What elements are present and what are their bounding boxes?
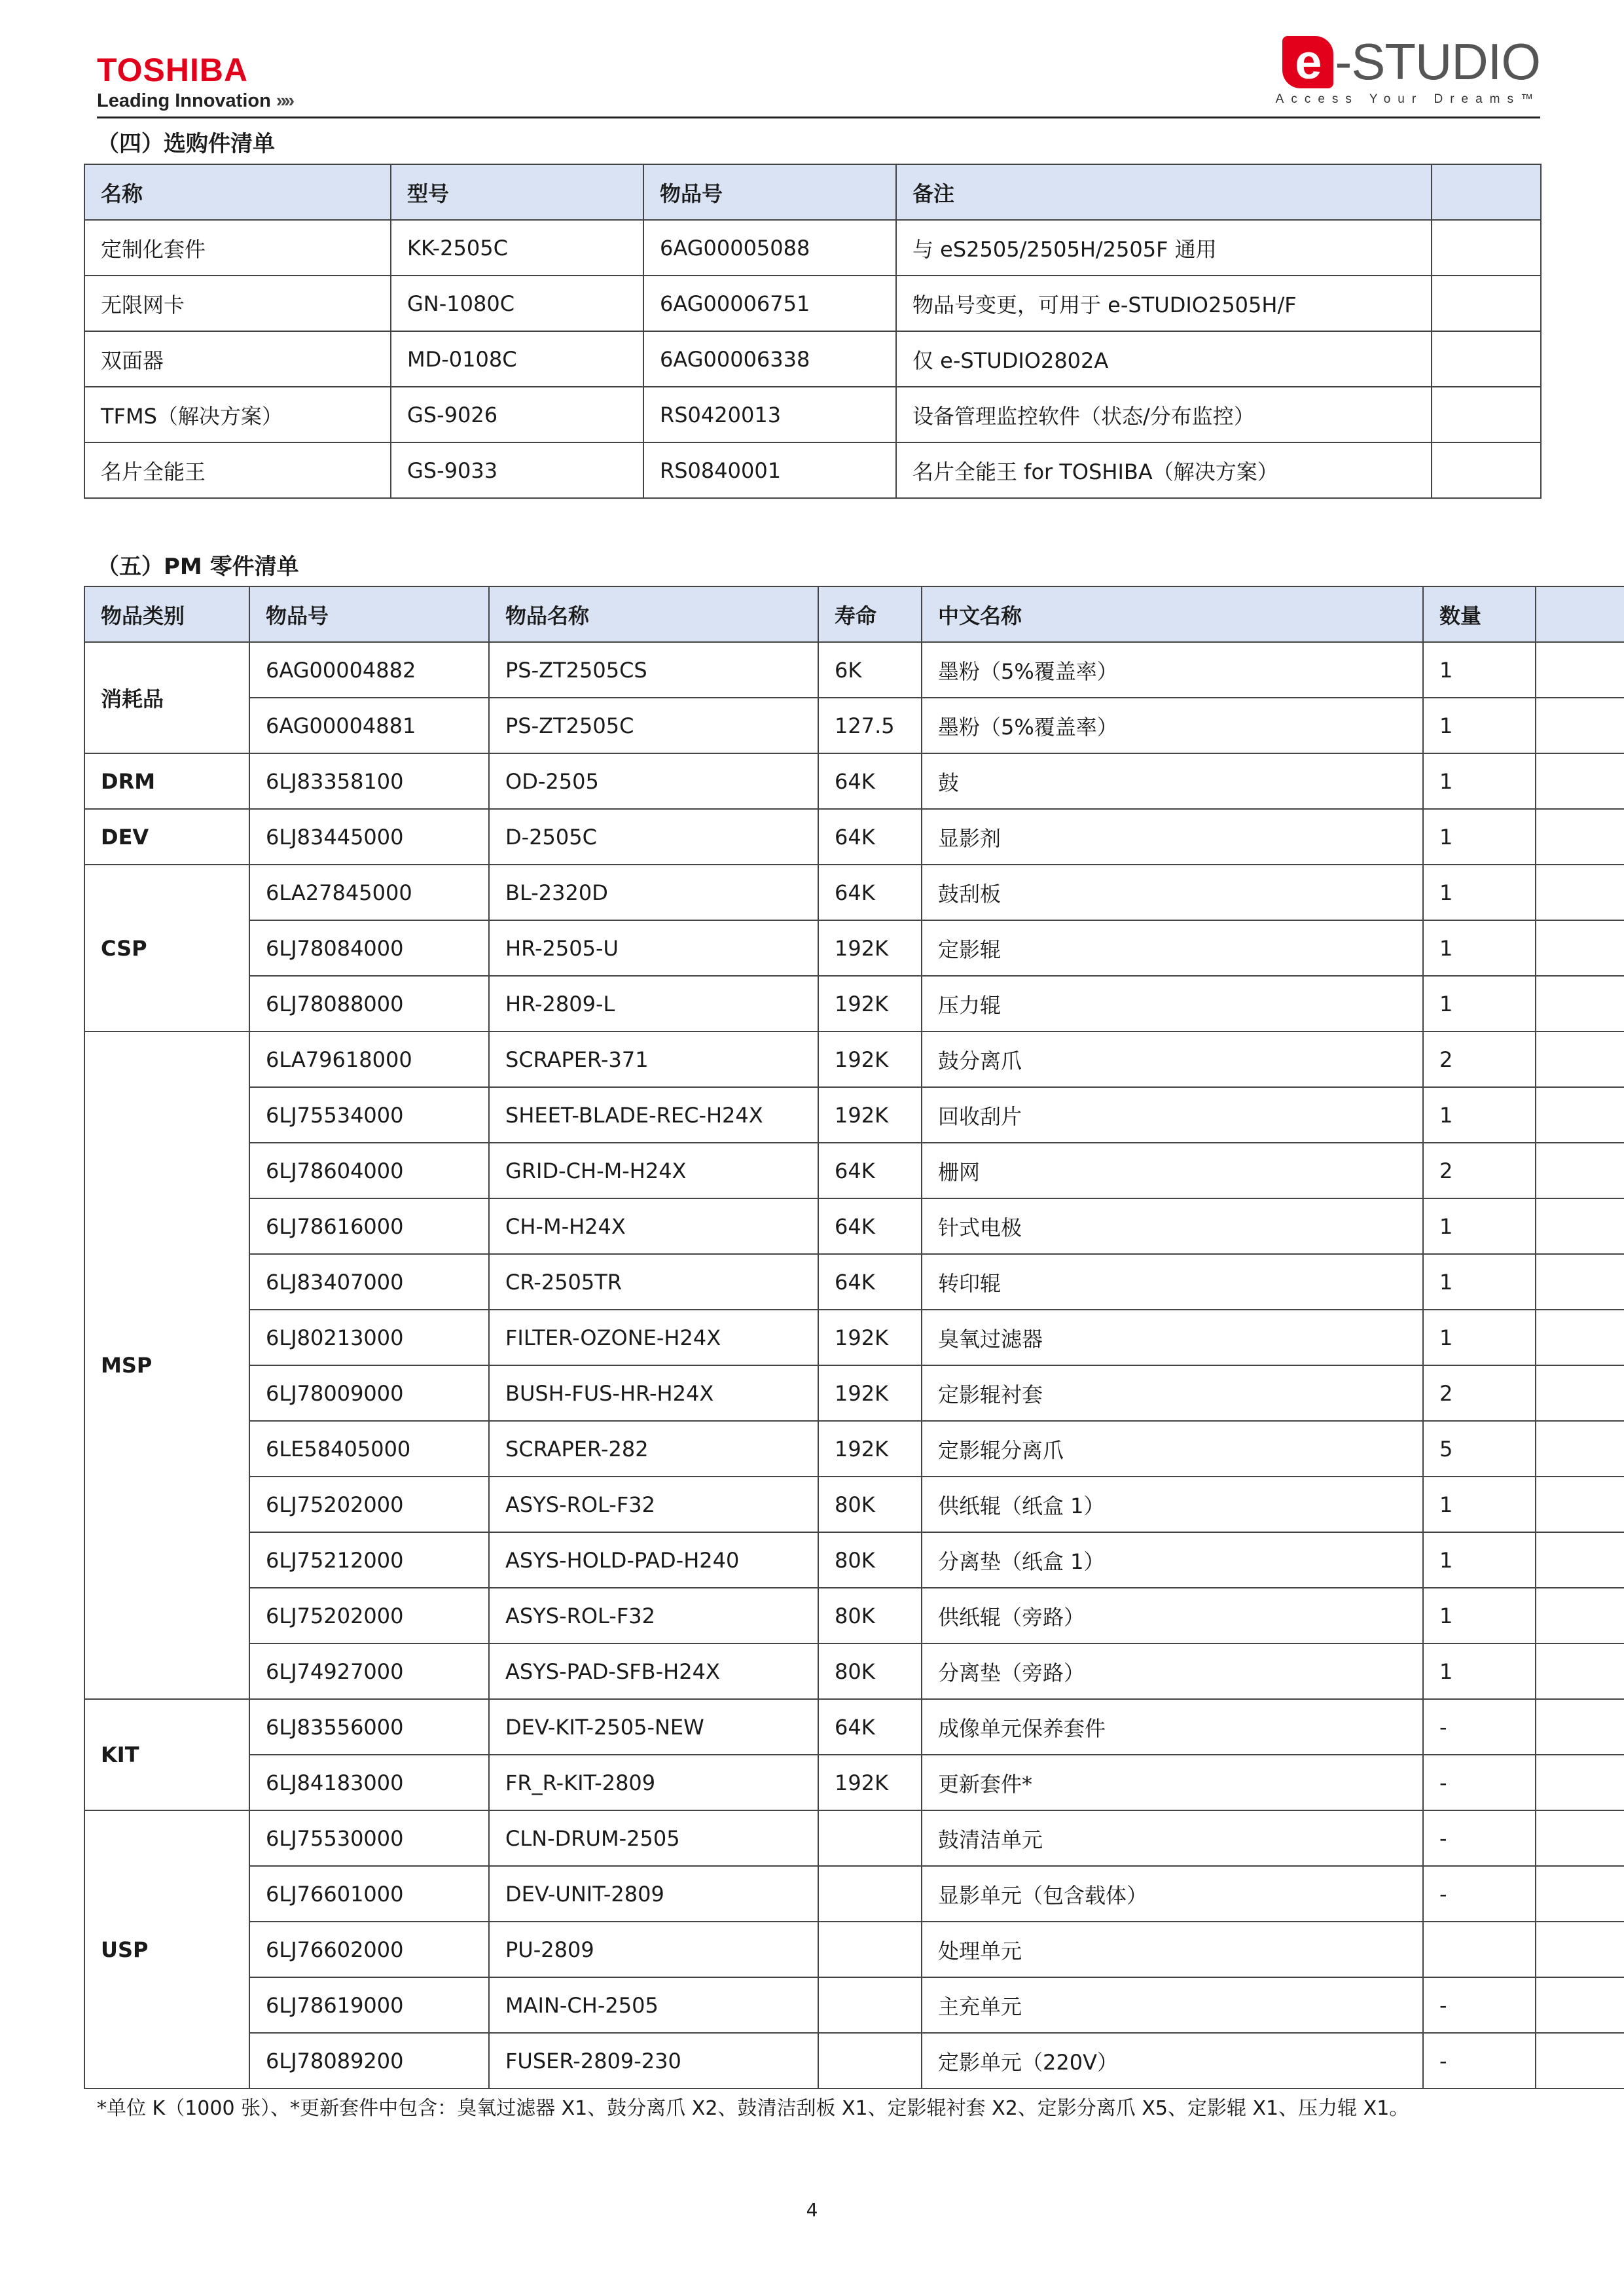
column-header: 物品名称 bbox=[489, 586, 818, 642]
table-cell: 2 bbox=[1423, 1143, 1536, 1198]
column-header: 中文名称 bbox=[922, 586, 1423, 642]
table-cell bbox=[1536, 865, 1624, 920]
table-cell: MAIN-CH-2505 bbox=[489, 1977, 818, 2033]
table-cell: 设备管理监控软件（状态/分布监控） bbox=[896, 387, 1432, 442]
table-cell bbox=[818, 1866, 922, 1922]
table-cell bbox=[1536, 1532, 1624, 1588]
category-cell: DRM bbox=[84, 753, 249, 809]
table-cell: 1 bbox=[1423, 1588, 1536, 1643]
table-cell: GN-1080C bbox=[391, 276, 643, 331]
table-cell: 显影单元（包含载体） bbox=[922, 1866, 1423, 1922]
table-cell: 6LJ83358100 bbox=[249, 753, 489, 809]
table-row bbox=[84, 698, 1624, 753]
table-cell: 分离垫（纸盒 1） bbox=[922, 1532, 1423, 1588]
table-cell: MD-0108C bbox=[391, 331, 643, 387]
table-cell: HR-2505-U bbox=[489, 920, 818, 976]
table-cell: 鼓 bbox=[922, 753, 1423, 809]
table-cell: CLN-DRUM-2505 bbox=[489, 1810, 818, 1866]
table-cell bbox=[818, 1922, 922, 1977]
table-cell: 64K bbox=[818, 1143, 922, 1198]
column-header: 数量 bbox=[1423, 586, 1536, 642]
brand-tagline: Leading Innovation »» bbox=[97, 90, 293, 111]
table-cell: PU-2809 bbox=[489, 1922, 818, 1977]
table-cell: 2 bbox=[1423, 1365, 1536, 1421]
table-cell: BUSH-FUS-HR-H24X bbox=[489, 1365, 818, 1421]
estudio-logo bbox=[1275, 33, 1540, 107]
table-cell: 192K bbox=[818, 1421, 922, 1477]
table-cell: GRID-CH-M-H24X bbox=[489, 1143, 818, 1198]
table-cell: DEV-UNIT-2809 bbox=[489, 1866, 818, 1922]
chevron-icon: »» bbox=[276, 90, 293, 111]
table-cell: 1 bbox=[1423, 698, 1536, 753]
table-cell: - bbox=[1423, 1699, 1536, 1755]
table-cell bbox=[1536, 698, 1624, 753]
column-header: 物品号 bbox=[249, 586, 489, 642]
table-cell: 6AG00004881 bbox=[249, 698, 489, 753]
table-cell: 6LJ78616000 bbox=[249, 1198, 489, 1254]
table-cell bbox=[1536, 2033, 1624, 2089]
table-cell: 1 bbox=[1423, 1532, 1536, 1588]
table-cell: 80K bbox=[818, 1588, 922, 1643]
table-cell bbox=[1536, 920, 1624, 976]
table-cell: 定影辊 bbox=[922, 920, 1423, 976]
table-cell: PS-ZT2505C bbox=[489, 698, 818, 753]
category-cell: USP bbox=[84, 1810, 249, 2089]
table-cell: 分离垫（旁路） bbox=[922, 1643, 1423, 1699]
table-row bbox=[84, 1643, 1624, 1699]
table-row bbox=[84, 1087, 1624, 1143]
table-cell: 6LJ76602000 bbox=[249, 1922, 489, 1977]
table-row bbox=[84, 865, 1624, 920]
table-cell bbox=[1423, 1922, 1536, 1977]
pm-parts-table bbox=[84, 586, 1624, 2089]
table-row bbox=[84, 1810, 1624, 1866]
table-cell: 栅网 bbox=[922, 1143, 1423, 1198]
table-row bbox=[84, 1477, 1624, 1532]
table-cell bbox=[1536, 1365, 1624, 1421]
table-cell: 6LJ75530000 bbox=[249, 1810, 489, 1866]
table-cell: 6LJ83407000 bbox=[249, 1254, 489, 1310]
table-row bbox=[84, 2033, 1624, 2089]
table-cell: 192K bbox=[818, 976, 922, 1031]
table-cell: 6LJ80213000 bbox=[249, 1310, 489, 1365]
table-cell: 定影辊衬套 bbox=[922, 1365, 1423, 1421]
table-cell bbox=[818, 1977, 922, 2033]
table-cell: 1 bbox=[1423, 1254, 1536, 1310]
table-cell: 仅 e-STUDIO2802A bbox=[896, 331, 1432, 387]
options-table bbox=[84, 164, 1542, 499]
table-cell bbox=[1536, 1143, 1624, 1198]
table-cell bbox=[1432, 220, 1541, 276]
table-cell: 127.5 bbox=[818, 698, 922, 753]
table-cell: - bbox=[1423, 1866, 1536, 1922]
table-cell: 1 bbox=[1423, 1198, 1536, 1254]
table-row bbox=[84, 1699, 1624, 1755]
table-cell: 6LJ75202000 bbox=[249, 1588, 489, 1643]
column-header: 物品类别 bbox=[84, 586, 249, 642]
table-row bbox=[84, 920, 1624, 976]
table-cell: 墨粉（5%覆盖率） bbox=[922, 698, 1423, 753]
table-row bbox=[84, 1977, 1624, 2033]
column-header: 备注 bbox=[896, 164, 1432, 220]
table-cell: ASYS-PAD-SFB-H24X bbox=[489, 1643, 818, 1699]
table-cell: 1 bbox=[1423, 865, 1536, 920]
table-cell bbox=[1536, 1977, 1624, 2033]
table-cell: ASYS-ROL-F32 bbox=[489, 1588, 818, 1643]
table-row bbox=[84, 976, 1624, 1031]
table-row bbox=[84, 331, 1541, 387]
table-cell: FILTER-OZONE-H24X bbox=[489, 1310, 818, 1365]
table-cell: CH-M-H24X bbox=[489, 1198, 818, 1254]
table-cell: 1 bbox=[1423, 1087, 1536, 1143]
table-cell: 臭氧过滤器 bbox=[922, 1310, 1423, 1365]
table-cell: 1 bbox=[1423, 1643, 1536, 1699]
table-cell: 1 bbox=[1423, 753, 1536, 809]
section-4-title: （四）选购件清单 bbox=[97, 131, 275, 157]
table-cell: 主充单元 bbox=[922, 1977, 1423, 2033]
table-row bbox=[84, 753, 1624, 809]
footnote: *单位 K（1000 张）、*更新套件中包含：臭氧过滤器 X1、鼓分离爪 X2、鼓清洁刮板 X1、定影辊衬套 X2、定影分离爪 X5、定影辊 X1、压力辊 X1。 bbox=[97, 2097, 1409, 2120]
table-cell: 6AG00005088 bbox=[643, 220, 896, 276]
table-cell: 5 bbox=[1423, 1421, 1536, 1477]
table-cell: 64K bbox=[818, 1198, 922, 1254]
table-row bbox=[84, 1143, 1624, 1198]
table-cell: 鼓分离爪 bbox=[922, 1031, 1423, 1087]
table-cell: FR_R-KIT-2809 bbox=[489, 1755, 818, 1810]
table-cell: SCRAPER-282 bbox=[489, 1421, 818, 1477]
table-cell: PS-ZT2505CS bbox=[489, 642, 818, 698]
table-cell: ASYS-HOLD-PAD-H240 bbox=[489, 1532, 818, 1588]
table-cell: 6LJ76601000 bbox=[249, 1866, 489, 1922]
column-header: 寿命 bbox=[818, 586, 922, 642]
table-cell bbox=[818, 1810, 922, 1866]
table-cell: GS-9033 bbox=[391, 442, 643, 498]
table-cell: - bbox=[1423, 2033, 1536, 2089]
table-cell: 6LJ78604000 bbox=[249, 1143, 489, 1198]
table-cell bbox=[1536, 1588, 1624, 1643]
table-cell: 1 bbox=[1423, 1310, 1536, 1365]
table-cell: 6LJ78619000 bbox=[249, 1977, 489, 2033]
table-cell bbox=[1536, 1810, 1624, 1866]
table-cell bbox=[1536, 1643, 1624, 1699]
table-cell: 双面器 bbox=[84, 331, 391, 387]
table-cell: 6LJ78088000 bbox=[249, 976, 489, 1031]
category-cell: KIT bbox=[84, 1699, 249, 1810]
table-cell: 定制化套件 bbox=[84, 220, 391, 276]
table-row bbox=[84, 1031, 1624, 1087]
table-row bbox=[84, 276, 1541, 331]
table-cell: 回收刮片 bbox=[922, 1087, 1423, 1143]
estudio-name: -STUDIO bbox=[1335, 33, 1540, 90]
table-cell: 名片全能王 bbox=[84, 442, 391, 498]
table-cell: D-2505C bbox=[489, 809, 818, 865]
table-cell: - bbox=[1423, 1810, 1536, 1866]
table-row bbox=[84, 1532, 1624, 1588]
table-row bbox=[84, 1755, 1624, 1810]
table-cell: 64K bbox=[818, 865, 922, 920]
table-cell bbox=[1536, 642, 1624, 698]
column-header: 型号 bbox=[391, 164, 643, 220]
table-row bbox=[84, 1310, 1624, 1365]
table-cell: 6LJ83556000 bbox=[249, 1699, 489, 1755]
table-cell: GS-9026 bbox=[391, 387, 643, 442]
table-cell: 192K bbox=[818, 1031, 922, 1087]
table-cell: 6LJ78084000 bbox=[249, 920, 489, 976]
table-cell bbox=[1536, 809, 1624, 865]
table-cell: 定影单元（220V） bbox=[922, 2033, 1423, 2089]
table-cell bbox=[1536, 1477, 1624, 1532]
table-row bbox=[84, 1421, 1624, 1477]
table-cell: 6LJ83445000 bbox=[249, 809, 489, 865]
table-cell: 6LJ78089200 bbox=[249, 2033, 489, 2089]
table-cell bbox=[1536, 1922, 1624, 1977]
table-cell: CR-2505TR bbox=[489, 1254, 818, 1310]
table-cell: SHEET-BLADE-REC-H24X bbox=[489, 1087, 818, 1143]
table-cell bbox=[1536, 1087, 1624, 1143]
table-row bbox=[84, 442, 1541, 498]
table-row bbox=[84, 387, 1541, 442]
table-cell: 处理单元 bbox=[922, 1922, 1423, 1977]
table-cell: 80K bbox=[818, 1532, 922, 1588]
table-cell: 鼓刮板 bbox=[922, 865, 1423, 920]
table-cell: TFMS（解决方案） bbox=[84, 387, 391, 442]
table-cell: - bbox=[1423, 1755, 1536, 1810]
table-cell: 6K bbox=[818, 642, 922, 698]
table-cell: OD-2505 bbox=[489, 753, 818, 809]
table-cell: 成像单元保养套件 bbox=[922, 1699, 1423, 1755]
table-cell: 64K bbox=[818, 1699, 922, 1755]
category-cell: MSP bbox=[84, 1031, 249, 1699]
category-cell: 消耗品 bbox=[84, 642, 249, 753]
table-cell: FUSER-2809-230 bbox=[489, 2033, 818, 2089]
category-cell: CSP bbox=[84, 865, 249, 1031]
table-cell bbox=[1536, 1254, 1624, 1310]
table-cell: 80K bbox=[818, 1477, 922, 1532]
table-cell: 6LA27845000 bbox=[249, 865, 489, 920]
table-cell: 64K bbox=[818, 1254, 922, 1310]
table-cell: HR-2809-L bbox=[489, 976, 818, 1031]
table-cell: BL-2320D bbox=[489, 865, 818, 920]
table-cell bbox=[1536, 753, 1624, 809]
table-cell: RS0840001 bbox=[643, 442, 896, 498]
table-cell: 显影剂 bbox=[922, 809, 1423, 865]
column-header bbox=[1432, 164, 1541, 220]
table-cell: 6LJ75202000 bbox=[249, 1477, 489, 1532]
table-cell: 墨粉（5%覆盖率） bbox=[922, 642, 1423, 698]
estudio-tagline: Access Your Dreams™ bbox=[1275, 92, 1540, 106]
table-cell: 6LA79618000 bbox=[249, 1031, 489, 1087]
brand-name: TOSHIBA bbox=[97, 52, 249, 88]
table-cell: 与 eS2505/2505H/2505F 通用 bbox=[896, 220, 1432, 276]
header-divider bbox=[97, 117, 1540, 118]
table-row bbox=[84, 1198, 1624, 1254]
table-cell: 无限网卡 bbox=[84, 276, 391, 331]
page-number: 4 bbox=[806, 2199, 818, 2221]
table-cell bbox=[1536, 1198, 1624, 1254]
table-cell: 2 bbox=[1423, 1031, 1536, 1087]
table-cell bbox=[1536, 1699, 1624, 1755]
table-cell: 6LJ74927000 bbox=[249, 1643, 489, 1699]
table-cell bbox=[1536, 1421, 1624, 1477]
table-cell: 192K bbox=[818, 1365, 922, 1421]
table-cell: 供纸辊（纸盒 1） bbox=[922, 1477, 1423, 1532]
table-cell: 6LJ84183000 bbox=[249, 1755, 489, 1810]
table-cell: 192K bbox=[818, 1087, 922, 1143]
column-header: 名称 bbox=[84, 164, 391, 220]
table-cell: 1 bbox=[1423, 1477, 1536, 1532]
table-cell: 鼓清洁单元 bbox=[922, 1810, 1423, 1866]
table-row bbox=[84, 220, 1541, 276]
table-cell bbox=[818, 2033, 922, 2089]
table-cell: 6AG00004882 bbox=[249, 642, 489, 698]
table-cell: 6LJ78009000 bbox=[249, 1365, 489, 1421]
table-cell: 针式电极 bbox=[922, 1198, 1423, 1254]
table-cell: KK-2505C bbox=[391, 220, 643, 276]
section-5-title: （五）PM 零件清单 bbox=[97, 554, 299, 580]
table-cell: 1 bbox=[1423, 809, 1536, 865]
table-cell: 定影辊分离爪 bbox=[922, 1421, 1423, 1477]
table-cell bbox=[1536, 1310, 1624, 1365]
table-cell: DEV-KIT-2505-NEW bbox=[489, 1699, 818, 1755]
table-cell: 192K bbox=[818, 1310, 922, 1365]
table-cell: 1 bbox=[1423, 920, 1536, 976]
table-cell: 192K bbox=[818, 1755, 922, 1810]
table-cell: 名片全能王 for TOSHIBA（解决方案） bbox=[896, 442, 1432, 498]
table-cell bbox=[1536, 976, 1624, 1031]
table-cell bbox=[1536, 1866, 1624, 1922]
table-cell: 1 bbox=[1423, 642, 1536, 698]
table-cell: 6AG00006338 bbox=[643, 331, 896, 387]
table-cell: 64K bbox=[818, 809, 922, 865]
table-row bbox=[84, 1365, 1624, 1421]
column-header: 物品号 bbox=[643, 164, 896, 220]
estudio-e-mark: e bbox=[1282, 36, 1333, 88]
table-row bbox=[84, 642, 1624, 698]
category-cell: DEV bbox=[84, 809, 249, 865]
table-cell: 6LJ75534000 bbox=[249, 1087, 489, 1143]
column-header bbox=[1536, 586, 1624, 642]
table-cell: 6AG00006751 bbox=[643, 276, 896, 331]
table-cell: 供纸辊（旁路） bbox=[922, 1588, 1423, 1643]
table-cell: 6LJ75212000 bbox=[249, 1532, 489, 1588]
table-cell: - bbox=[1423, 1977, 1536, 2033]
table-row bbox=[84, 1922, 1624, 1977]
table-cell: RS0420013 bbox=[643, 387, 896, 442]
table-cell: 物品号变更，可用于 e-STUDIO2505H/F bbox=[896, 276, 1432, 331]
table-cell: 64K bbox=[818, 753, 922, 809]
table-cell bbox=[1432, 331, 1541, 387]
table-cell: 1 bbox=[1423, 976, 1536, 1031]
table-cell bbox=[1432, 387, 1541, 442]
table-cell: 80K bbox=[818, 1643, 922, 1699]
table-cell: 转印辊 bbox=[922, 1254, 1423, 1310]
table-row bbox=[84, 1588, 1624, 1643]
table-cell: ASYS-ROL-F32 bbox=[489, 1477, 818, 1532]
table-cell: 192K bbox=[818, 920, 922, 976]
toshiba-logo bbox=[97, 54, 292, 112]
table-cell: 6LE58405000 bbox=[249, 1421, 489, 1477]
table-row bbox=[84, 809, 1624, 865]
table-cell: SCRAPER-371 bbox=[489, 1031, 818, 1087]
table-row bbox=[84, 1254, 1624, 1310]
table-cell bbox=[1432, 442, 1541, 498]
table-cell bbox=[1536, 1031, 1624, 1087]
table-row bbox=[84, 1866, 1624, 1922]
table-cell bbox=[1536, 1755, 1624, 1810]
table-cell: 压力辊 bbox=[922, 976, 1423, 1031]
table-cell: 更新套件* bbox=[922, 1755, 1423, 1810]
table-cell bbox=[1432, 276, 1541, 331]
